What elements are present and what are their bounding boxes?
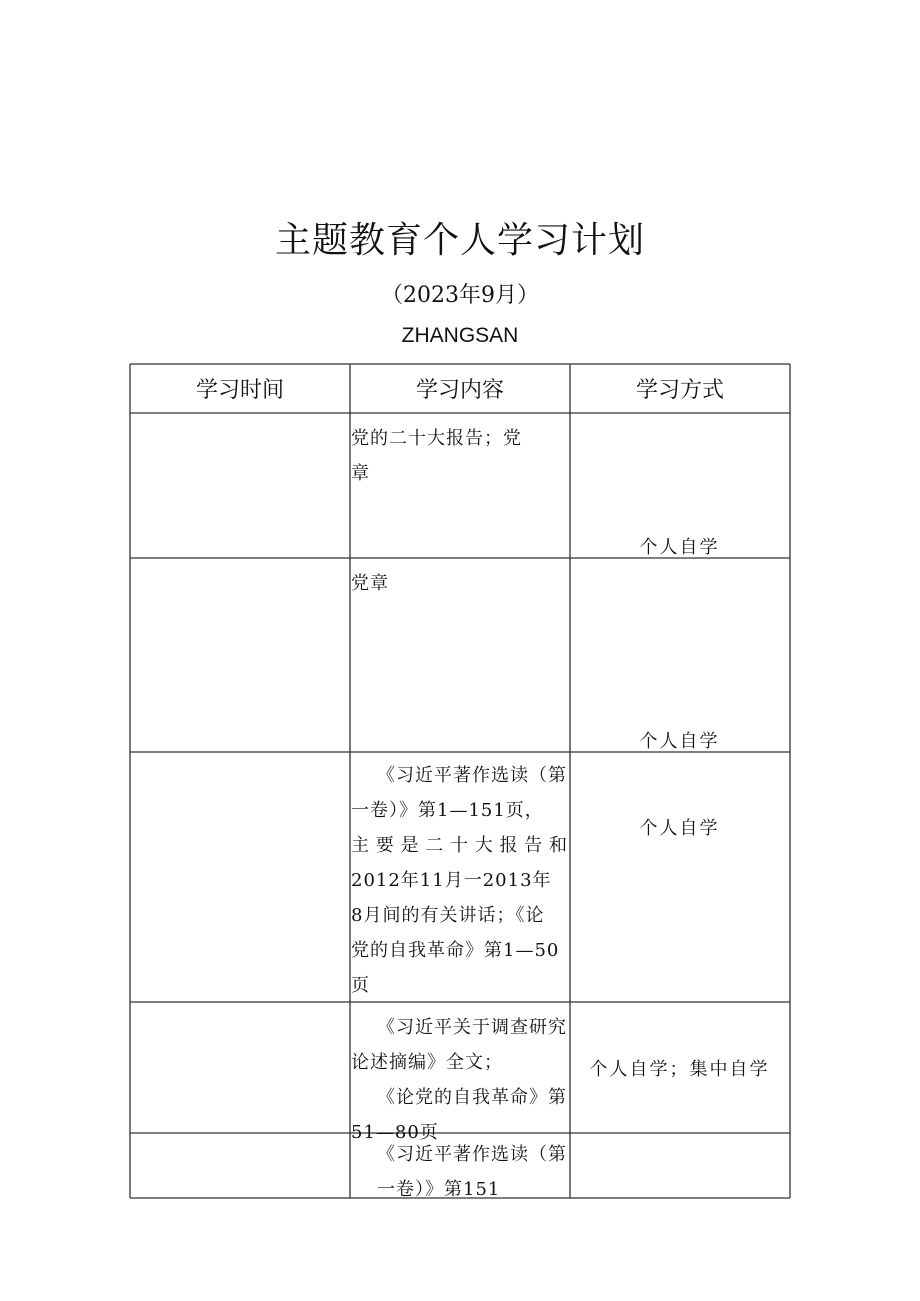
row-method: 个人自学 [639, 537, 720, 558]
content-line: 党的自我革命》第1—50 [351, 940, 560, 961]
content-line: 一卷）》第1—151页， [351, 800, 544, 821]
content-line: 主要是二十大报告和 [351, 835, 568, 856]
column-header-time: 学习时间 [195, 378, 284, 403]
content-line: 党章 [351, 573, 389, 594]
page-title: 主题教育个人学习计划 [274, 220, 645, 261]
content-line: 《习近平著作选读（第 [377, 1144, 567, 1165]
row-method: 个人自学；集中自学 [589, 1059, 770, 1080]
content-line: 《习近平关于调查研究 [377, 1017, 567, 1038]
row-content [351, 421, 568, 491]
content-line: 页 [351, 975, 370, 996]
row-content [351, 758, 568, 1003]
content-line: 《习近平著作选读（第 [377, 765, 567, 786]
column-header-method: 学习方式 [635, 378, 724, 403]
content-line: 8月间的有关讲话；《论 [351, 905, 545, 926]
row-method: 个人自学 [639, 818, 720, 839]
page-subtitle: （2023年9月） [381, 283, 539, 308]
row-content [351, 566, 568, 601]
column-header-content: 学习内容 [415, 378, 504, 403]
content-line: 一卷）》第151 [377, 1179, 501, 1200]
row-content [351, 1137, 568, 1207]
content-line: 党的二十大报告；党 [351, 428, 522, 449]
content-line: 51—80页 [351, 1122, 439, 1143]
content-line: 章 [351, 463, 370, 484]
content-line: 论述摘编》全文； [351, 1052, 503, 1073]
row-method: 个人自学 [639, 731, 720, 752]
content-line: 2012年11月一2013年 [351, 870, 552, 891]
content-line: 《论党的自我革命》第 [377, 1087, 567, 1108]
author-name: ZHANGSAN [401, 324, 519, 347]
row-content [351, 1010, 568, 1150]
